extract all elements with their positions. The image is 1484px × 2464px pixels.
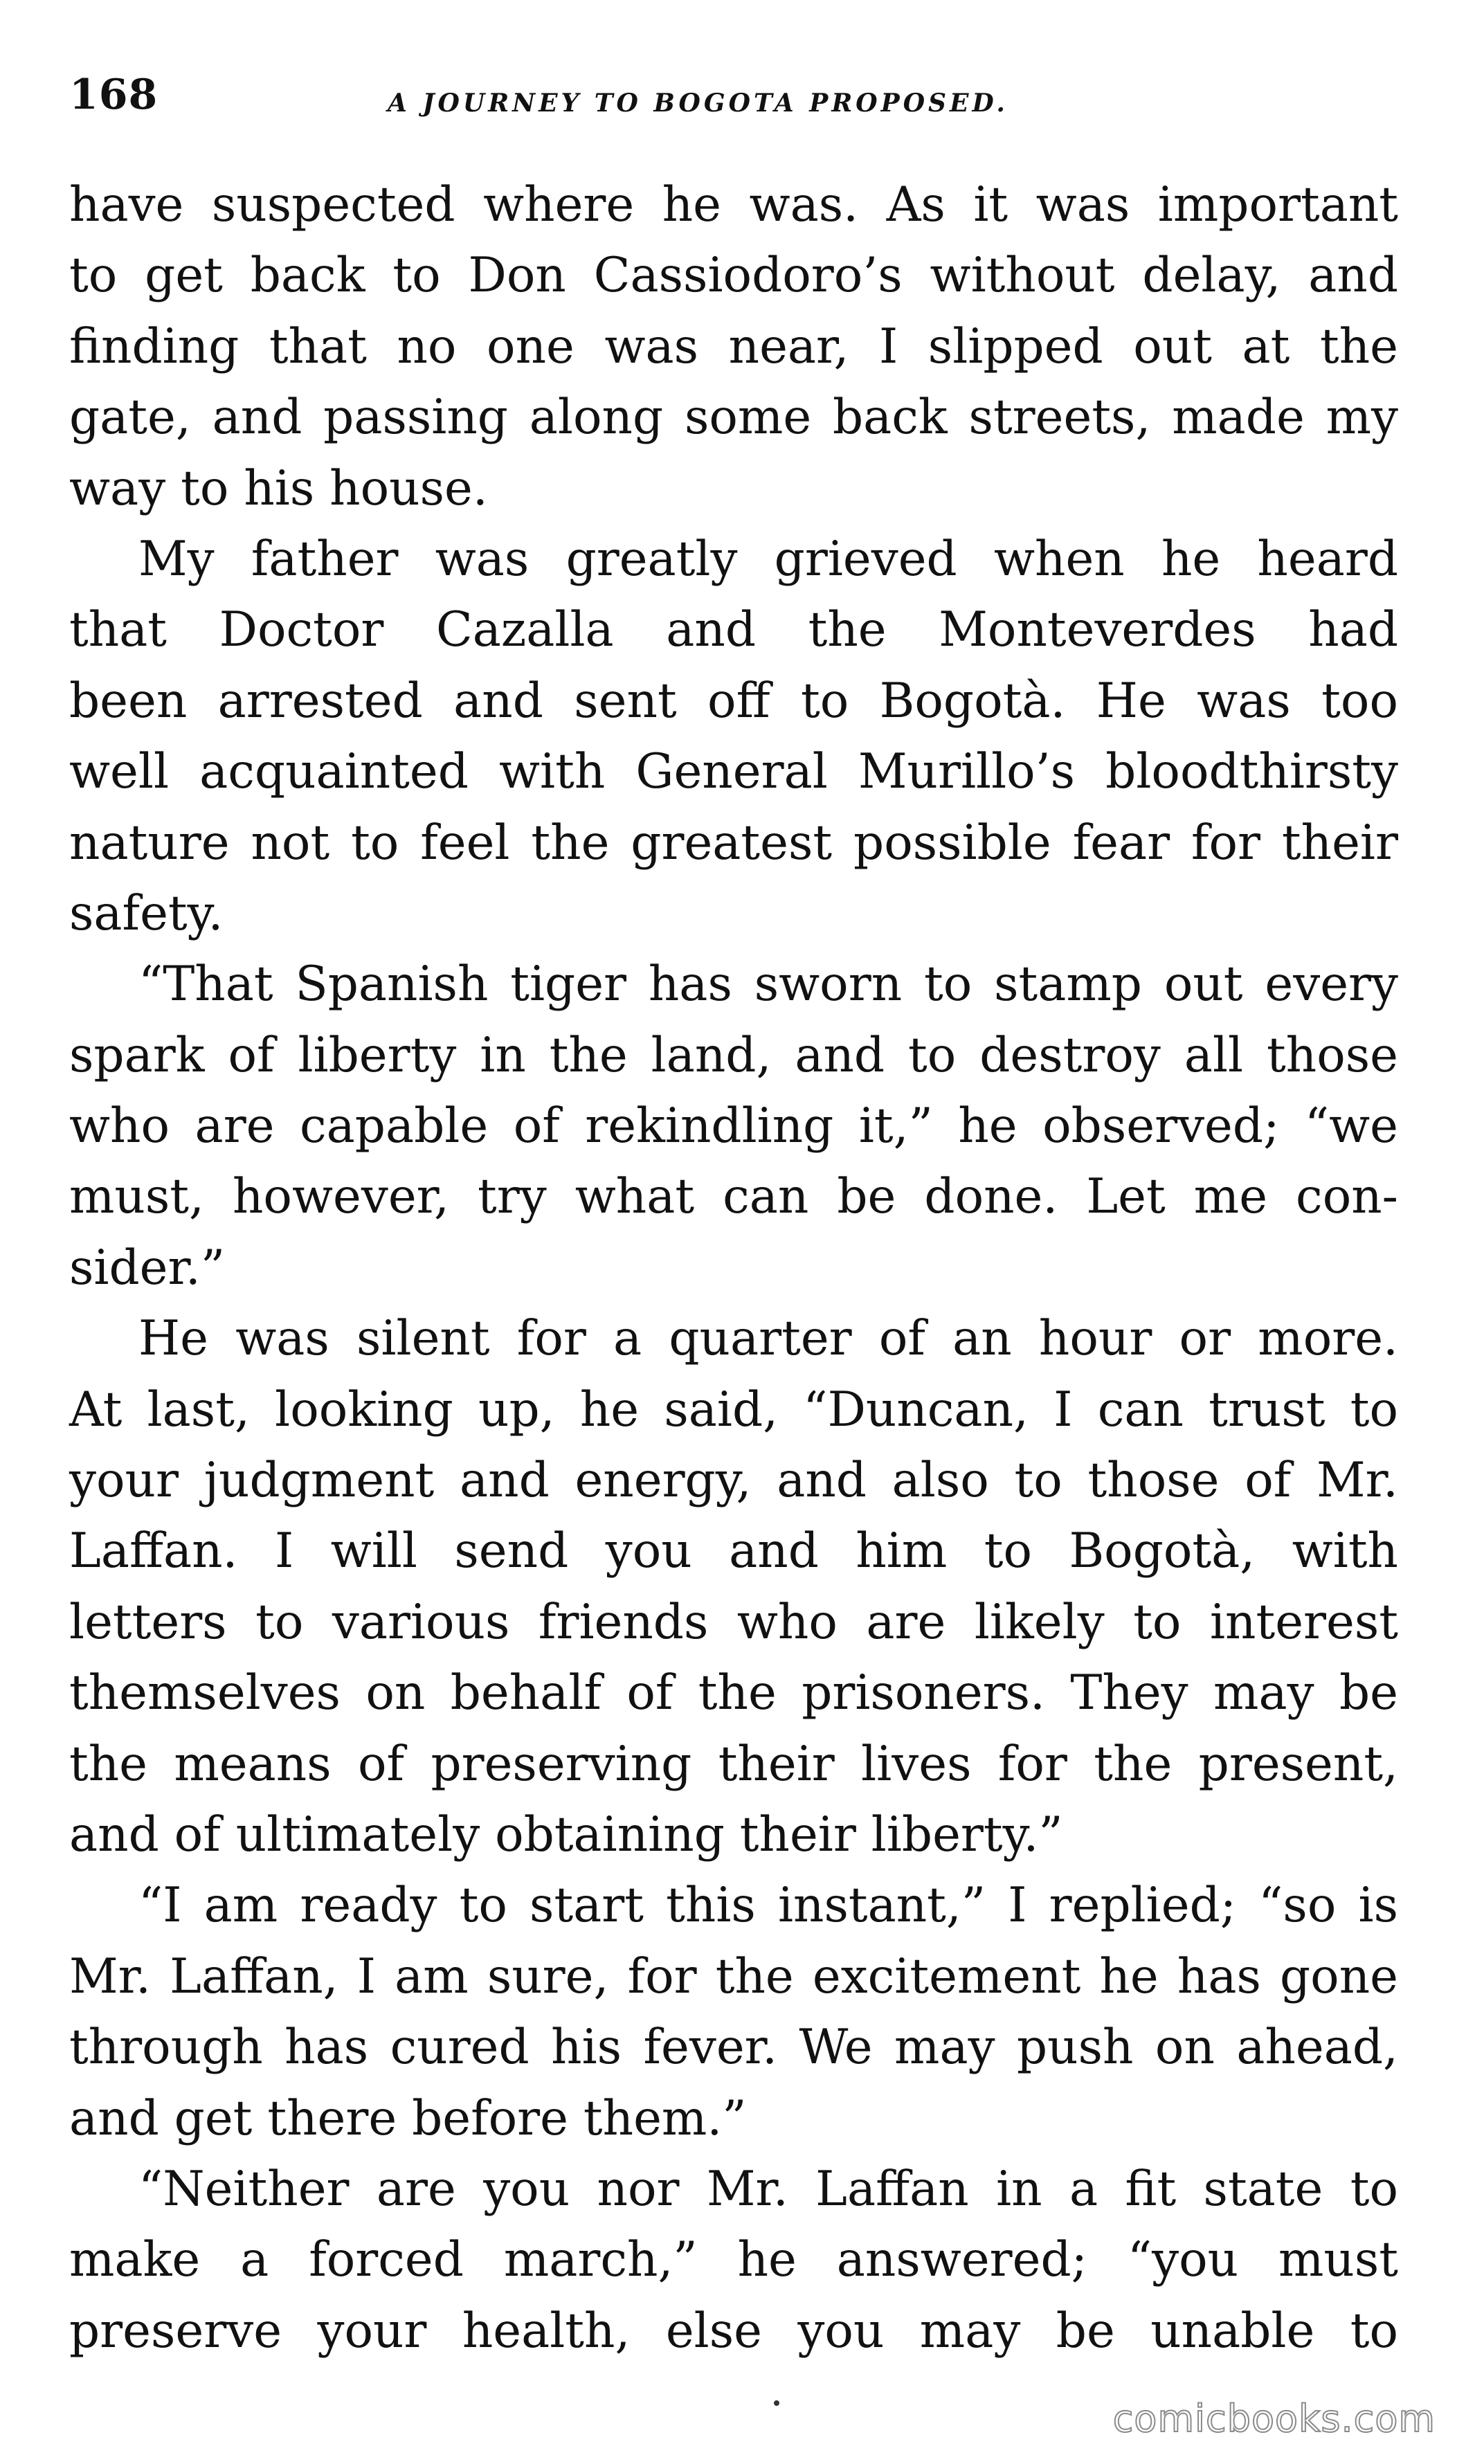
- paragraph: [69, 1870, 1398, 2154]
- paragraph: [69, 949, 1398, 1303]
- text-line: He was silent for a quarter of an hour or more.: [138, 1311, 1398, 1367]
- text-line: safety.: [69, 885, 224, 941]
- text-line: sider.”: [69, 1240, 226, 1296]
- text-line: that Doctor Cazalla and the Monteverdes had: [69, 602, 1398, 658]
- text-line: been arrested and sent off to Bogotà. He was too: [69, 673, 1398, 729]
- text-line: preserve your health, else you may be unable to: [69, 2303, 1398, 2359]
- text-line: themselves on behalf of the prisoners. They may be: [69, 1665, 1398, 1721]
- watermark: comicbooks.com: [1112, 2397, 1436, 2440]
- text-line: make a forced march,” he answered; “you must: [69, 2232, 1398, 2288]
- print-speck: [774, 2400, 779, 2406]
- text-line: Laffan. I will send you and him to Bogotà, with: [69, 1523, 1398, 1579]
- text-line: through has cured his fever. We may push on ahead,: [69, 2020, 1398, 2076]
- text-line: nature not to feel the greatest possible fear for their: [69, 815, 1398, 871]
- text-line: well acquainted with General Murillo’s bloodthirsty: [69, 744, 1398, 800]
- paragraph: [69, 524, 1398, 949]
- paragraph: [69, 170, 1398, 524]
- text-line: finding that no one was near, I slipped out at the: [69, 318, 1398, 374]
- text-line: have suspected where he was. As it was important: [69, 177, 1398, 233]
- text-line: and get there before them.”: [69, 2090, 747, 2146]
- text-line: spark of liberty in the land, and to destroy all those: [69, 1027, 1398, 1083]
- page-number: 168: [69, 71, 159, 119]
- text-line: and of ultimately obtaining their liberty.”: [69, 1806, 1063, 1863]
- text-line: letters to various friends who are likely to interest: [69, 1594, 1398, 1650]
- text-line: your judgment and energy, and also to those of Mr.: [69, 1453, 1398, 1509]
- text-line: to get back to Don Cassiodoro’s without delay, and: [69, 248, 1398, 304]
- page-header: [69, 57, 1398, 133]
- text-line: “Neither are you nor Mr. Laffan in a fit state to: [138, 2161, 1398, 2217]
- text-line: who are capable of rekindling it,” he observed; “we: [69, 1098, 1398, 1154]
- paragraph: [69, 1303, 1398, 1870]
- text-line: the means of preserving their lives for the present,: [69, 1736, 1398, 1792]
- text-line: “I am ready to start this instant,” I replied; “so is: [138, 1878, 1398, 1934]
- paragraph: [69, 2154, 1398, 2366]
- body-text: [69, 170, 1398, 2366]
- text-line: way to his house.: [69, 460, 488, 516]
- running-title: A JOURNEY TO BOGOTA PROPOSED.: [388, 89, 1008, 118]
- text-line: must, however, try what can be done. Let me con-: [69, 1169, 1398, 1225]
- text-line: My father was greatly grieved when he heard: [138, 531, 1398, 587]
- text-line: gate, and passing along some back streets, made my: [69, 390, 1398, 446]
- text-line: “That Spanish tiger has sworn to stamp out every: [138, 957, 1398, 1013]
- text-line: Mr. Laffan, I am sure, for the excitement he has gone: [69, 1948, 1398, 2004]
- text-line: At last, looking up, he said, “Duncan, I can trust to: [69, 1382, 1398, 1438]
